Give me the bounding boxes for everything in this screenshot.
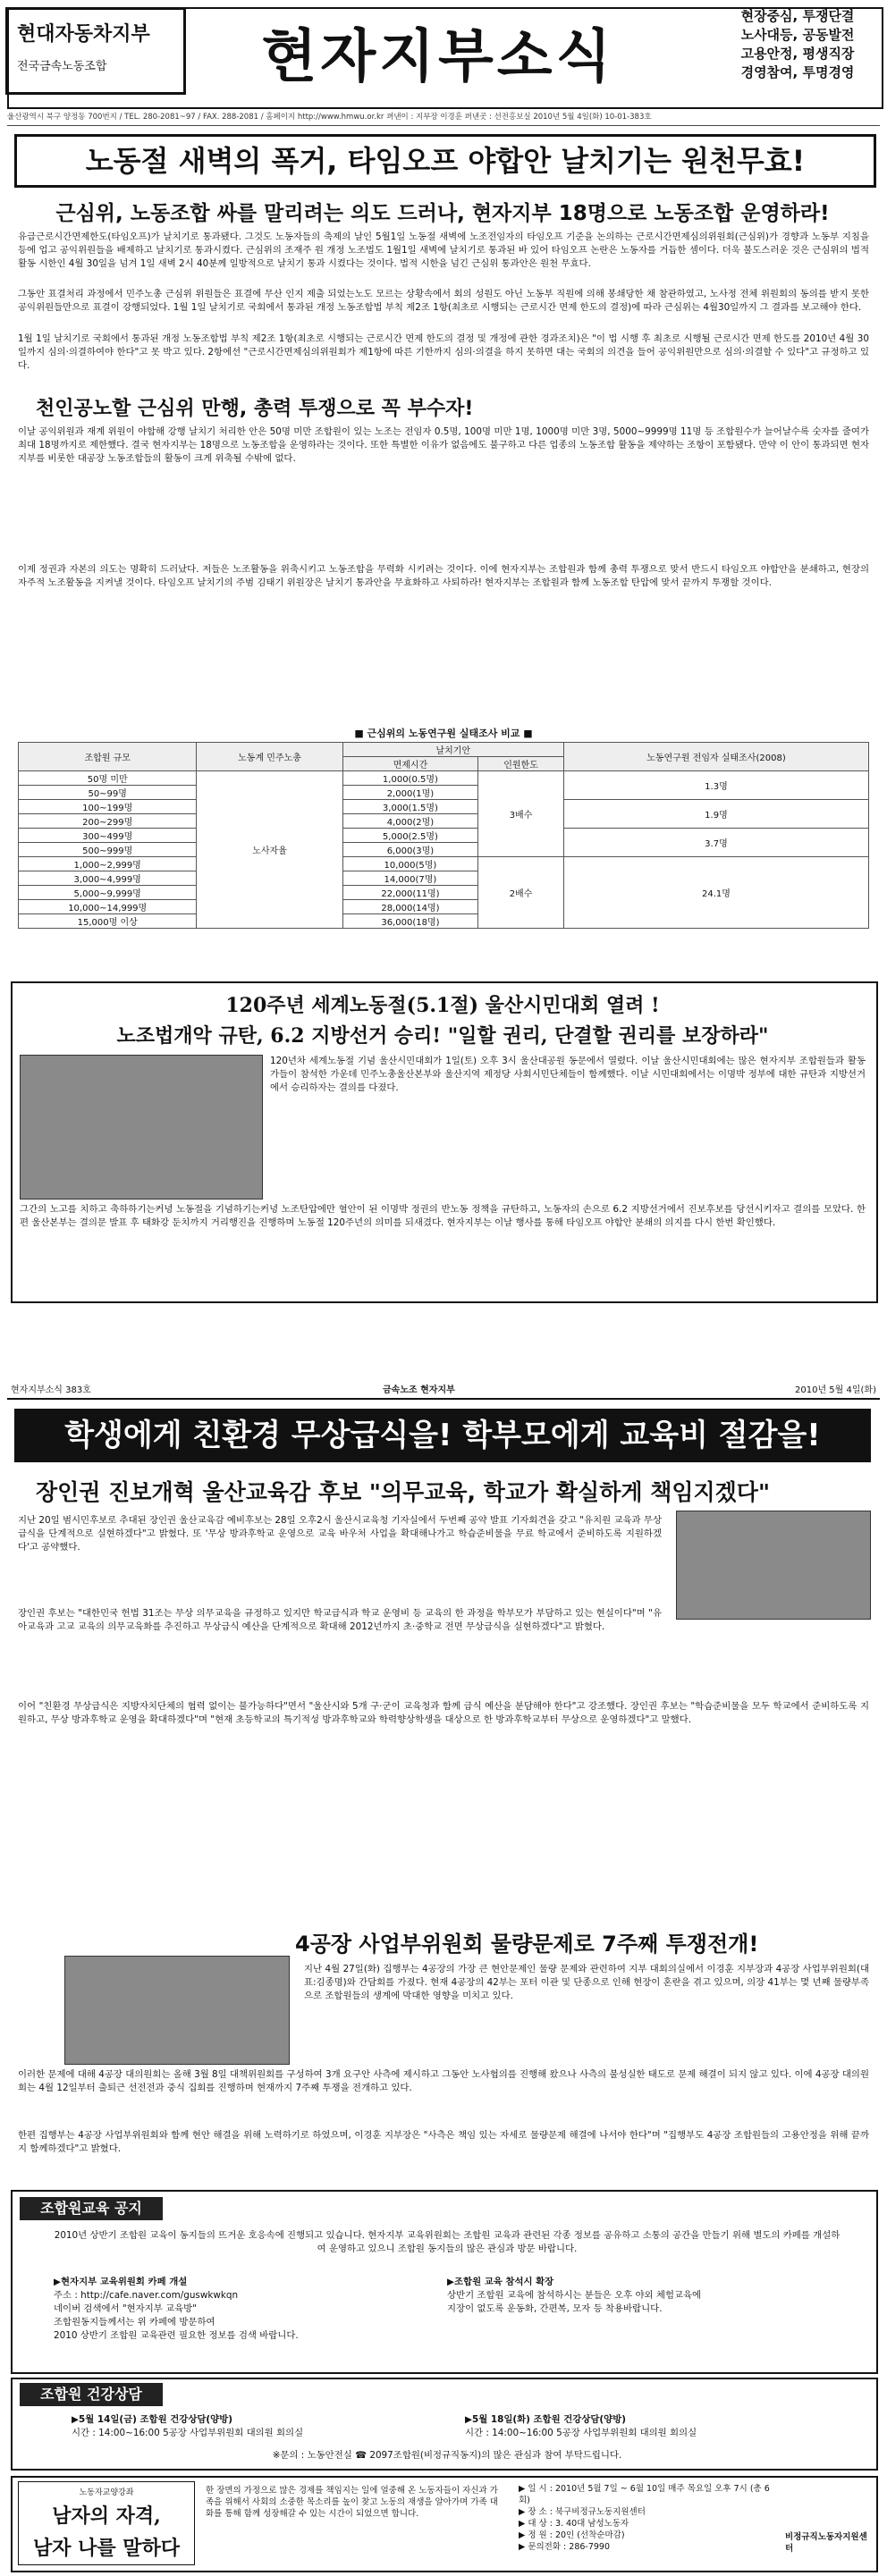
article-paragraph: 지난 20일 범시민후보로 추대된 장인권 울산교육감 예비후보는 28일 오후2시 울산시교육청 기자실에서 두번째 공약 발표 기자회견을 갖고 "유치원 교육과 무상급식을 단계적으로 실현하겠다"고 밝혔다. 또 '무상 방과후학교 운영으로 교육 바우처 사업을 확대해나가고 학습준비물을 무료 학교에서 준비하도록 지원하겠다'고 공약했다. xyxy=(18,1515,662,1553)
health-contact: ※문의 : 노동안전실 ☎ 2097조합원(비정규직동지)의 많은 관심과 참여 부탁드립니다. xyxy=(272,2450,622,2461)
lecture-title-line: 남자 나를 말하다 xyxy=(32,2537,181,2560)
slogan: 노사대등, 공동발전 xyxy=(740,27,855,43)
edu-line: 지장이 없도록 운동화, 간편복, 모자 등 착용바랍니다. xyxy=(447,2303,663,2314)
lecture-tag: 노동자교양강좌 xyxy=(79,2488,134,2497)
table-cell: 3.7명 xyxy=(563,829,868,857)
table-row xyxy=(19,829,869,843)
table-header: 조합원 규모 xyxy=(19,743,197,771)
table-row xyxy=(19,857,869,871)
plant4-title: 4공장 사업부위원회 물량문제로 7주째 투쟁전개! xyxy=(295,1932,759,1957)
table-cell: 10,000~14,999명 xyxy=(19,900,197,914)
comparison-table xyxy=(18,742,869,929)
table-cell: 14,000(7명) xyxy=(342,871,477,886)
page2-header xyxy=(7,1378,880,1400)
rally-photo xyxy=(20,1055,263,1200)
table-caption: ■ 근심위의 노동연구원 실태조사 비교 ■ xyxy=(354,728,533,739)
lecture-ad xyxy=(18,2481,195,2565)
table-header: 노동연구원 전임자 실태조사(2008) xyxy=(563,743,868,771)
cafe-info xyxy=(54,2276,429,2365)
article-paragraph: 이어 "친환경 무상급식은 지방자치단체의 협력 없이는 불가능하다"면서 "울산시와 5개 구·군이 교육청과 함께 급식 예산을 분담해야 한다"고 강조했다. 장인권 후보는 "학습준비물을 모두 학교에서 준비하도록 지원하고, 무상 방과후학교 운영을 확대하겠다"며 "현재 초등학교의 특기적성 방과후학교와 학력향상학생을 대상으로 한 방과후학교부터 무상으로 운영하겠다"고 말했다. xyxy=(18,1701,869,1725)
table-row xyxy=(19,771,869,786)
candidate-subhead: 장인권 진보개혁 울산교육감 후보 "의무교육, 학교가 확실하게 책임지겠다" xyxy=(36,1479,770,1505)
main-headline: 노동절 새벽의 폭거, 타임오프 야합안 날치기는 원천무효! xyxy=(14,134,876,188)
edu-line: 상반기 조합원 교육에 참석하시는 분들은 오후 야외 체험교육에 xyxy=(447,2290,702,2301)
article-paragraph: 120년차 세계노동절 기념 울산시민대회가 1일(토) 오후 3시 울산대공원 동문에서 열렸다. 이날 울산시민대회에는 많은 현자지부 조합원들과 활동가들이 참석한 가운데 민주노총울산본부와 울산지역 제정당 사회시민단체들이 함께했다. 이날 시민대회에서는 이명박 정부에 대한 규탄과 지방선거에서 승리하자는 결의를 다졌다. xyxy=(270,1056,866,1093)
slogan: 경영참여, 투명경영 xyxy=(740,64,855,80)
page2-org: 금속노조 현자지부 xyxy=(383,1385,455,1395)
slogan-list xyxy=(717,7,878,82)
table-cell: 100~199명 xyxy=(19,800,197,814)
article-paragraph: 그동안 표결처리 과정에서 민주노총 근심위 위원들은 표결에 무산 인지 제출 되었는노도 모르는 상황속에서 회의 성원도 아닌 노동부 직원에 의해 봉쇄당한 채 참관하였고, 노사정 전체 위원회의 동의를 받지 못한 공익위원들만으로 표결이 강행되었다. 1월 1일 날치기로 국회에서 통과된 개정 노동조합법 부칙 제2조 1항(최초로 시행되는 근로시간 면제 한도의 결정)에 따라 근심위는 4월30일까지 그 결과를 보고해야 한다. xyxy=(18,289,869,313)
mayday-subtitle: 노조법개악 규탄, 6.2 지방선거 승리! "일할 권리, 단결할 권리를 보장하라" xyxy=(116,1024,769,1048)
slogan: 현장중심, 투쟁단결 xyxy=(740,8,855,24)
table-row xyxy=(19,800,869,814)
plant-protest-photo xyxy=(64,1956,290,2065)
lecture-org: 비정규직노동자지원센터 xyxy=(785,2532,867,2554)
cafe-line: 조합원동지들께서는 위 카페에 방문하여 xyxy=(54,2317,215,2328)
table-header: 노동계 민주노총 xyxy=(197,743,342,771)
edu-info xyxy=(447,2276,841,2365)
article-paragraph: 장인권 후보는 "대한민국 헌법 31조는 무상 의무교육을 규정하고 있지만 학교급식과 학교 운영비 등 교육의 한 과정을 학부모가 부담하고 있는 현실이다"며 "유아교육과 고교 교육의 의무교육화를 추진하고 무상급식 예산을 단계적으로 확대해 2012년까지 초·중학교 전면 무상급식을 실현하겠다"고 밝혔다. xyxy=(18,1608,662,1632)
lecture-description: 한 장면의 가정으로 많은 경제를 책임지는 일에 얼중해 온 노동자들이 자신과 가족을 위해서 사회의 소중한 목소리를 높이 찾고 노동의 재생을 알아가며 가족 대화를 통해 함께 성장해갈 수 있는 시간이 되었으면 합니다. xyxy=(206,2486,498,2519)
article-paragraph: 한편 집행부는 4공장 사업부위원회와 함께 현안 해결을 위해 노력하기로 하였으며, 이경훈 지부장은 "사측은 책임 있는 자세로 물량문제 해결에 나서야 한다"며 "집행부도 4공장 조합원들의 고용안정을 위해 끝까지 함께하겠다"고 밝혔다. xyxy=(18,2130,869,2154)
table-cell: 24.1명 xyxy=(563,857,868,929)
newsletter-title: 현자지부소식 xyxy=(261,23,615,90)
table-cell: 200~299명 xyxy=(19,814,197,829)
table-cell: 22,000(11명) xyxy=(342,886,477,900)
edu-title: ▶조합원 교육 참석시 확장 xyxy=(447,2277,554,2287)
section-title: 천인공노할 근심위 만행, 총력 투쟁으로 꼭 부수자! xyxy=(36,398,474,420)
article-paragraph: 이러한 문제에 대해 4공장 대의원회는 올해 3월 8일 대책위원회를 구성하여 3개 요구안 사측에 제시하고 그동안 노사협의를 진행해 왔으나 사측의 불성실한 태도로 문제 해결이 되지 않고 있다. 이에 4공장 대의원회는 4월 12일부터 출퇴근 선전전과 중식 집회를 진행하며 현재까지 7주째 투쟁을 전개하고 있다. xyxy=(18,2069,869,2093)
table-cell: 3배수 xyxy=(478,771,564,857)
union-logo xyxy=(5,7,186,95)
table-cell: 300~499명 xyxy=(19,829,197,843)
logo-line2: 전국금속노동조합 xyxy=(17,60,107,73)
lecture-details xyxy=(519,2483,778,2563)
table-cell: 6,000(3명) xyxy=(342,843,477,857)
table-cell: 2,000(1명) xyxy=(342,786,477,800)
table-cell: 3,000(1.5명) xyxy=(342,800,477,814)
health-item-title: ▶5월 18일(화) 조합원 건강상담(양방) xyxy=(465,2414,626,2425)
table-cell: 5,000(2.5명) xyxy=(342,829,477,843)
cafe-line: 2010 상반기 조합원 교육관련 필요한 정보를 검색 바랍니다. xyxy=(54,2330,299,2341)
article-paragraph: 그간의 노고를 치하고 축하하기는커녕 노동절을 기념하기는커녕 노조탄압에만 혈안이 된 이명박 정권의 반노동 정책을 규탄하고, 노동자의 손으로 6.2 지방선거에서 진보후보를 당선시키자고 결의를 모았다. 한편 울산본부는 결의문 발표 후 태화강 둔치까지 거리행진을 진행하며 노동절 120주년의 의미를 되새겼다. 현자지부는 이날 행사를 통해 타임오프 야합안 분쇄의 의지를 다시 한번 확인했다. xyxy=(20,1204,866,1228)
table-cell: 1.3명 xyxy=(563,771,868,800)
logo-line1: 현대자동차지부 xyxy=(17,23,150,46)
notice-title: 조합원교육 공지 xyxy=(20,2197,163,2220)
lecture-detail: ▶ 장 소 : 북구비정규노동지원센터 xyxy=(519,2507,646,2517)
table-cell: 1,000(0.5명) xyxy=(342,771,477,786)
table-cell: 15,000명 이상 xyxy=(19,914,197,929)
health-item xyxy=(465,2413,841,2444)
table-cell: 노사자율 xyxy=(197,771,342,929)
table-header: 면제시간 xyxy=(342,757,477,771)
article-paragraph: 지난 4월 27일(화) 집행부는 4공장의 가장 큰 현안문제인 물량 문제와 관련하여 지부 대회의실에서 이경훈 지부장과 4공장 사업부위원회(대표:김종명)와 간담회를 가졌다. 현재 4공장의 42부는 포터 이관 및 단종으로 인해 현장이 혼란을 겪고 있으며, 의장 41부는 몇 년째 물량부족으로 조합원들의 생계에 막대한 영향을 미치고 있다. xyxy=(304,1964,869,2001)
table-cell: 5,000~9,999명 xyxy=(19,886,197,900)
lecture-detail: ▶ 대 상 : 3. 40대 남성노동자 xyxy=(519,2519,629,2529)
health-item-time: 시간 : 14:00~16:00 5공장 사업부위원회 대의원 회의실 xyxy=(465,2428,697,2438)
article-paragraph: 이날 공익위원과 재계 위원이 야합해 강행 날치기 처리한 안은 50명 미만 조합원이 있는 노조는 전임자 0.5명, 100명 미만 1명, 1000명 미만 3명, 5000~9999명 11명 등 조합원수가 늘어날수록 숫자를 줄여가 최대 18명까지로 제한했다. 결국 현자지부는 18명으로 노동조합을 운영하라는 것이다. 또한 특별한 이유가 없음에도 불구하고 다른 업종의 노동조합 활동을 제약하는 조항이 포함됐다. 만약 이 안이 통과되면 현자지부를 비롯한 대공장 노동조합들의 활동이 크게 위축될 수밖에 없다. xyxy=(18,426,869,464)
page2-issue: 현자지부소식 383호 xyxy=(11,1385,91,1395)
health-item-time: 시간 : 14:00~16:00 5공장 사업부위원회 대의원 회의실 xyxy=(72,2428,304,2438)
health-title: 조합원 건강상담 xyxy=(20,2383,163,2406)
lecture-detail: ▶ 일 시 : 2010년 5월 7일 ~ 6월 10일 매주 목요일 오후 7시 (총 6회) xyxy=(519,2484,770,2505)
table-cell: 500~999명 xyxy=(19,843,197,857)
article-paragraph: 이제 정권과 자본의 의도는 명확히 드러났다. 저들은 노조활동을 위축시키고 노동조합을 무력화 시키려는 것이다. 이에 현자지부는 조합원과 함께 총력 투쟁으로 맞서 반드시 타임오프 야합안을 분쇄하고, 현장의 자주적 노조활동을 지켜낼 것이다. 타임오프 날치기의 주범 김태기 위원장은 날치기 통과안을 무효화하고 사퇴하라! 현자지부는 조합원과 함께 노동조합 탄압에 맞서 끝까지 투쟁할 것이다. xyxy=(18,564,869,588)
article-paragraph: 유급근로시간면제한도(타임오프)가 날치기로 통과됐다. 그것도 노동자들의 축제의 날인 5월1일 노동절 새벽에 노조전임자의 타임오프 기준을 논의하는 근로시간면제심의위원회(근심위)가 경향과 노동부 지침을 등에 업고 공익위원들을 배제하고 날치기로 통과시켰다. 근심위의 조재주 원 개정 노조법도 1월1일 새벽에 날치기로 통과된 바 있어 타임오프 논란은 노동자를 거듭한 셈이다. 더욱 불도스러운 것은 근심위의 법적 활동 시한인 4월 30일을 넘겨 1일 새벽 2시 40분께 일방적으로 날치기 통과 시켰다는 것이다. 법적 시한을 넘긴 근심위 통과안은 원천 무효다. xyxy=(18,232,869,269)
table-cell: 10,000(5명) xyxy=(342,857,477,871)
table-cell: 3,000~4,999명 xyxy=(19,871,197,886)
health-item-title: ▶5월 14일(금) 조합원 건강상담(양방) xyxy=(72,2414,232,2425)
publication-info: 울산광역시 북구 양정동 700번지 / TEL. 280-2081~97 / FAX. 288-2081 / 홈페이지 http://www.hmwu.or.kr 펴낸이 : 지부장 이경훈 펴낸곳 : 선전홍보실 2010년 5월 4일(화) 10-01-383호 xyxy=(7,109,880,126)
lecture-title-line: 남자의 자격, xyxy=(52,2504,161,2528)
cafe-line: 주소 : http://cafe.naver.com/guswkwkqn xyxy=(54,2290,239,2301)
table-cell: 50명 미만 xyxy=(19,771,197,786)
health-item xyxy=(72,2413,429,2444)
table-header: 인원한도 xyxy=(478,757,564,771)
table-cell: 1.9명 xyxy=(563,800,868,829)
education-banner: 학생에게 친환경 무상급식을! 학부모에게 교육비 절감을! xyxy=(14,1409,871,1462)
table-cell: 4,000(2명) xyxy=(342,814,477,829)
main-subhead: 근심위, 노동조합 싸를 말리려는 의도 드러나, 현자지부 18명으로 노동조합 운영하라! xyxy=(55,202,830,225)
lecture-detail: ▶ 정 원 : 20인 (선착순마감) xyxy=(519,2530,625,2540)
table-cell: 2배수 xyxy=(478,857,564,929)
table-cell: 1,000~2,999명 xyxy=(19,857,197,871)
cafe-title: ▶현자지부 교육위원회 카페 개설 xyxy=(54,2277,188,2287)
table-cell: 36,000(18명) xyxy=(342,914,477,929)
page2-date: 2010년 5월 4일(화) xyxy=(795,1385,876,1395)
table-cell: 28,000(14명) xyxy=(342,900,477,914)
article-paragraph: 1월 1일 날치기로 국회에서 통과된 개정 노동조합법 부칙 제2조 1항(최초로 시행되는 근로시간 면제 한도의 결정 및 개정에 관한 경과조치)은 "이 법 시행 후 최초로 시행될 근로시간 면제 한도를 2010년 4월 30일까지 심의·의결하여야 한다"고 못 박고 있다. 2항에선 "근로시간면제심의위원회가 제1항에 따른 기한까지 심의·의결을 하지 못하면 대는 국회의 의견을 들어 공익위원만으로 심의·의결할 수 있다"고 규정하고 있다. xyxy=(18,333,869,371)
lecture-detail: ▶ 문의전화 : 286-7990 xyxy=(519,2542,611,2552)
table-cell: 50~99명 xyxy=(19,786,197,800)
cafe-line: 네이버 검색에서 "현자지부 교육방" xyxy=(54,2303,197,2314)
candidate-photo xyxy=(676,1511,871,1620)
table-header: 날치기안 xyxy=(342,743,563,757)
mayday-title: 120주년 세계노동절(5.1절) 울산시민대회 열려 ! xyxy=(225,994,660,1017)
slogan: 고용안정, 평생직장 xyxy=(740,46,855,62)
notice-intro: 2010년 상반기 조합원 교육이 동지들의 뜨거운 호응속에 진행되고 있습니다. 현자지부 교육위원회는 조합원 교육과 관련된 각종 정보를 공유하고 소통의 공간을 만들기 위해 별도의 카페를 개설하여 운영하고 있으니 조합원 동지들의 많은 관심과 방문 바랍니다. xyxy=(54,2230,841,2254)
